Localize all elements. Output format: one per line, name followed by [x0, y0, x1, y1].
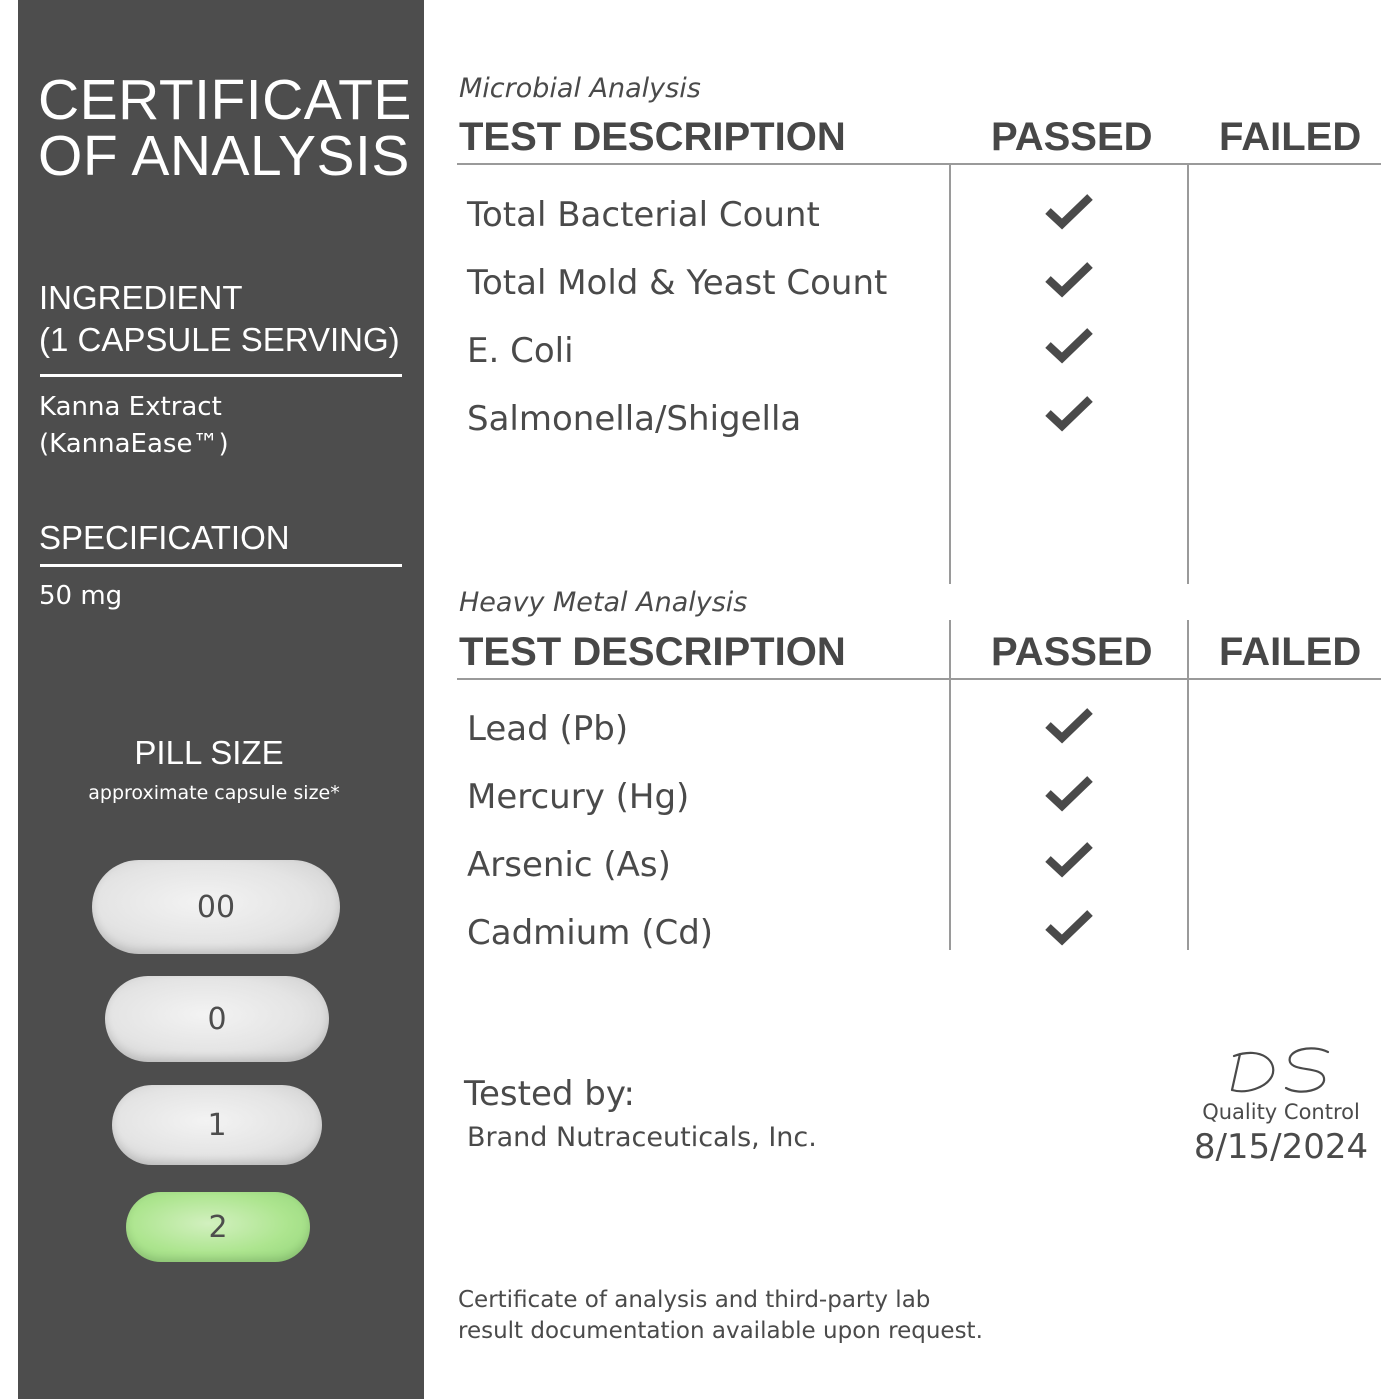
heavy-metal-section-label: Heavy Metal Analysis [459, 587, 748, 618]
specification-value: 50 mg [39, 581, 123, 611]
check-icon [1044, 260, 1094, 298]
pill-size-title: PILL SIZE [134, 734, 284, 771]
check-icon [1044, 908, 1094, 946]
pill-label: 1 [207, 1107, 227, 1143]
pill-size-2-selected [126, 1192, 310, 1262]
tested-by-heading: Tested by: [464, 1074, 635, 1114]
microbial-row-label: Total Mold & Yeast Count [467, 263, 888, 303]
microbial-column-divider [949, 164, 951, 584]
signature [1228, 1044, 1338, 1100]
pill-label: 00 [196, 889, 236, 925]
ingredient-divider [40, 374, 402, 377]
check-icon [1044, 192, 1094, 230]
heavy-metal-row-label: Mercury (Hg) [467, 777, 690, 817]
sidebar-panel [18, 0, 424, 1399]
heavy-metal-column-divider [1187, 620, 1189, 950]
ingredient-value-line2: (KannaEase™) [39, 429, 229, 459]
heavy-metal-col-failed: FAILED [1219, 630, 1362, 674]
ingredient-value-line1: Kanna Extract [39, 392, 222, 422]
check-icon [1044, 706, 1094, 744]
quality-control-date: 8/15/2024 [1193, 1127, 1369, 1167]
pill-size-subtitle: approximate capsule size* [88, 782, 340, 804]
heavy-metal-column-divider [949, 620, 951, 950]
pill-label: 2 [208, 1209, 228, 1245]
microbial-col-passed: PASSED [991, 115, 1153, 159]
microbial-row-label: Total Bacterial Count [467, 195, 820, 235]
certificate-title-line1: CERTIFICATE [38, 68, 412, 132]
heavy-metal-col-passed: PASSED [991, 630, 1153, 674]
footnote-line1: Certificate of analysis and third-party lab [458, 1287, 931, 1313]
pill-size-00 [92, 860, 340, 954]
specification-heading: SPECIFICATION [39, 519, 290, 556]
certificate-title [38, 68, 412, 188]
pill-size-0 [105, 976, 329, 1062]
certificate-title-line2: OF ANALYSIS [38, 124, 410, 188]
footnote [458, 1285, 1158, 1347]
tested-by-value: Brand Nutraceuticals, Inc. [467, 1122, 817, 1153]
heavy-metal-row-label: Cadmium (Cd) [467, 913, 714, 953]
heavy-metal-col-description: TEST DESCRIPTION [459, 630, 846, 674]
microbial-header-divider [457, 163, 1381, 165]
check-icon [1044, 840, 1094, 878]
check-icon [1044, 394, 1094, 432]
check-icon [1044, 774, 1094, 812]
quality-control-label: Quality Control [1202, 1100, 1360, 1124]
microbial-col-description: TEST DESCRIPTION [459, 115, 846, 159]
footnote-line2: result documentation available upon request. [458, 1318, 983, 1344]
heavy-metal-row-label: Lead (Pb) [467, 709, 629, 749]
pill-size-1 [112, 1085, 322, 1165]
heavy-metal-row-label: Arsenic (As) [467, 845, 671, 885]
pill-label: 0 [207, 1001, 227, 1037]
specification-divider [40, 564, 402, 567]
microbial-section-label: Microbial Analysis [459, 73, 701, 104]
ingredient-heading-line2: (1 CAPSULE SERVING) [39, 321, 400, 358]
check-icon [1044, 326, 1094, 364]
microbial-column-divider [1187, 164, 1189, 584]
microbial-row-label: Salmonella/Shigella [467, 399, 802, 439]
microbial-col-failed: FAILED [1219, 115, 1362, 159]
heavy-metal-header-divider [457, 678, 1381, 680]
microbial-row-label: E. Coli [467, 331, 574, 371]
ingredient-heading-line1: INGREDIENT [39, 279, 243, 316]
